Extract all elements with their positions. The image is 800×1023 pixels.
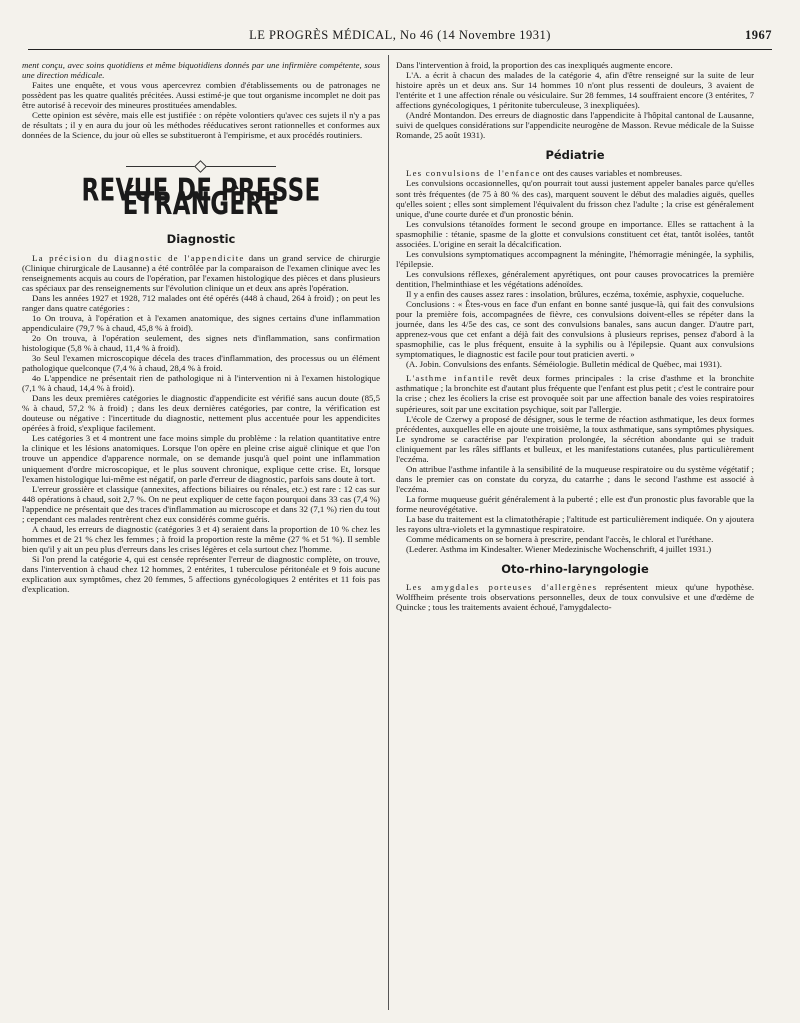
- article-paragraph: Les convulsions de l'enfance ont des causes variables et nombreuses.: [406, 168, 683, 179]
- article-paragraph: La base du traitement est la climatothérapie ; l'altitude est particulièrement indiquée. On y ajoutera les rayons ultra-violets et la gymnastique respiratoire.: [396, 514, 754, 535]
- article-paragraph: Les convulsions occasionnelles, qu'on pourrait tout aussi justement appeler banales parce qu'elles sont très fréquentes (de 75 à 80 % des cas), marquent souvent le début des maladies aiguës, quelles qu'elles soient ; elles sont simplement l'équivalent du frisson chez l'adulte ; la crise est généralement unique, d'une courte durée et d'un pronostic bénin.: [396, 178, 754, 219]
- article-paragraph: On attribue l'asthme infantile à la sensibilité de la muqueuse respiratoire ou du système végétatif ; dans le premier cas on constate du coryza, du catarrhe ; dans le second l'asthme est associé à l'eczéma.: [396, 463, 754, 494]
- article-paragraph: L'école de Czerwy a proposé de désigner, sous le terme de réaction asthmatique, les deux formes précédentes, auxquelles elle en ajoute une troisième, la toux asthmatique, sans symptômes physiques. Le syndrome se caractérise par l'expiration prolongée, la sécrétion abondante qui se traduit cliniquement par les râles sifflants et bulleux, et les manifestations cutanées, plus particulièrement l'eczéma.: [396, 413, 754, 464]
- journal-title: LE PROGRÈS MÉDICAL, No 46 (14 Novembre 1931): [249, 28, 551, 42]
- section-heading-pediatrie: Pédiatrie: [545, 148, 605, 163]
- left-column: [22, 60, 380, 594]
- right-column: [396, 60, 754, 612]
- citation: (A. Jobin. Convulsions des enfants. Séméiologie. Bulletin médical de Québec, mai 1931).: [406, 359, 722, 370]
- intro-paragraph: Cette opinion est sévère, mais elle est justifiée : on répète volontiers qu'avec ces sujets il n'y a pas de résultats ; il y en aura du jour où les méthodes rééducatives seront rationnelles et conformes aux données de la Science, du jour où elles se substitueront à l'empirisme, et aux procédés routiniers.: [22, 110, 380, 141]
- article-paragraph: L'erreur grossière et classique (annexites, affections biliaires ou rénales, etc.) est rare : 12 cas sur 448 opérations à chaud, soit 2,7 %. On ne peut expliquer de cette façon pourquoi dans 33 cas (7,4 %) l'appendice ne présentait que des traces d'inflammation au microscope et dans 32 (7,1 %) rien du tout ; cependant ces malades rentrèrent chez eux considérés comme guéris.: [22, 483, 380, 524]
- article-paragraph: Dans l'intervention à froid, la proportion des cas inexpliqués augmente encore.: [396, 60, 673, 70]
- article-paragraph: L'A. a écrit à chacun des malades de la catégorie 4, afin d'être renseigné sur la suite de leur histoire après un et deux ans. Sur 14 hommes 10 n'ont plus ressenti de douleurs, 3 avaient de l'entérite et 1 une affection rénale ou vésiculaire. Sur 28 femmes, 14 souffraient encore (3 entérites, 7 affections gynécologiques, 1 péritonite tuberculeuse, 3 inexpliquées).: [396, 70, 754, 111]
- intro-italic: ment conçu, avec soins quotidiens et même biquotidiens donnés par une infirmière compétente, sous une direction médicale.: [22, 60, 380, 81]
- article-paragraph: Conclusions : « Êtes-vous en face d'un enfant en bonne santé jusque-là, qui fait des convulsions pour la première fois, accompagnées de fièvre, ces convulsions doivent-elles se répéter dans la journée, dans les 4/5e des cas, ce sont des convulsions banales, sans aucun danger. D'autre part, apprenez-vous que cet enfant a déjà fait des convulsions à plusieurs reprises, pensez d'abord à la spasmophilie, cas le plus fréquent, ensuite à la syphilis ou à l'épilepsie. Quant aux convulsions symptomatiques, le diagnostic est facile pour tout praticien averti. »: [396, 299, 754, 360]
- article-paragraph: 1o On trouva, à l'opération et à l'examen anatomique, des signes certains d'une inflammation appendiculaire (79,7 % à chaud, 45,8 % à froid).: [22, 312, 380, 333]
- article-paragraph: A chaud, les erreurs de diagnostic (catégories 3 et 4) seraient dans la proportion de 10 % chez les hommes et de 21 % chez les femmes ; à froid la proportion reste la même (27 % et 51 %). Il semble bien qu'il y ait un peu plus d'erreurs dans les crises légères et cela surtout chez l'homme.: [22, 523, 380, 554]
- section-heading-diagnostic: Diagnostic: [166, 232, 236, 247]
- article-paragraph: 2o On trouva, à l'opération seulement, des signes nets d'inflammation, sans confirmation histologique (5,8 % à chaud, 11,4 % à froid).: [22, 332, 380, 353]
- article-paragraph: Les amygdales porteuses d'allergènes représentent mieux qu'une hypothèse. Wolffheim présente trois observations personnelles, deux de toux convulsive et une d'œdème de Quincke ; tous les traitements avaient échoué, l'amygdalecto-: [396, 582, 754, 613]
- citation: (Lederer. Asthma im Kindesalter. Wiener Medezinische Wochenschrift, 4 juillet 1931.): [406, 544, 712, 555]
- article-paragraph: 4o L'appendice ne présentait rien de pathologique ni à l'intervention ni à l'examen histologique (7,1 % à chaud, 14,4 % à froid).: [22, 373, 380, 394]
- article-paragraph: Les convulsions symptomatiques accompagnent la méningite, l'hémorragie méningée, la syphilis, l'épilepsie.: [396, 248, 754, 269]
- article-paragraph: Les convulsions tétanoïdes forment le second groupe en importance. Elles se rattachent à la spasmophilie : tétanie, spasme de la glotte et convulsions constituent cet état, tantôt isolées, tantôt associées. L'origine en serait la décalcification.: [396, 218, 754, 249]
- article-paragraph: Il y a enfin des causes assez rares : insolation, brûlures, eczéma, toxémie, asphyxie, coqueluche.: [406, 288, 745, 299]
- ornament-divider: [126, 162, 276, 170]
- article-paragraph: Comme médicaments on se bornera à prescrire, pendant l'accès, le chloral et l'uréthane.: [406, 534, 714, 545]
- citation: (André Montandon. Des erreurs de diagnostic dans l'appendicite à l'hôpital cantonal de Lausanne, suivi de quelques considérations sur l'appendicite neurogène de Masson. Revue médicale de la Suisse Romande, 25 août 1931).: [396, 110, 754, 141]
- article-paragraph: Dans les années 1927 et 1928, 712 malades ont été opérés (448 à chaud, 264 à froid) ; on peut les ranger dans quatre catégories :: [22, 292, 380, 313]
- article-paragraph: La précision du diagnostic de l'appendicite dans un grand service de chirurgie (Clinique chirurgicale de Lausanne) a été contrôlée par la comparaison de l'examen clinique avec les renseignements acquis au cours de l'opération, par l'examen histologique des pièces et dans plusieurs cas spéciaux par des renseignements sur l'évolution clinique un et deux ans après l'opération.: [22, 252, 380, 293]
- orl-lead: Les amygdales porteuses d'allergènes: [406, 582, 598, 593]
- main-heading: REVUE DE PRESSE ÉTRANGÈRE: [81, 174, 321, 223]
- header-rule: [28, 49, 772, 50]
- article-paragraph: Les catégories 3 et 4 montrent une face moins simple du problème : la relation quantitative entre la clinique et les lésions anatomiques. Lorsque l'on opère en pleine crise aiguë clinique et que l'on trouve un appendice d'apparence normale, on se demande jusqu'à quel point une inflammation uniquement d'ordre microscopique, et le plus souvent chronique, explique cette crise. Et, lorsque l'examen histologique lui-même est négatif, on parle d'erreur de diagnostic, parfois sans doute à tort.: [22, 433, 380, 484]
- article-paragraph: L'asthme infantile revêt deux formes principales : la crise d'asthme et la bronchite asthmatique ; la bronchite est d'autant plus fréquente que l'enfant est plus petit ; c'est le contraire pour la crise ; chez les écoliers la crise est provoquée soit par une affection banale des voies respiratoires supérieures, soit par une excitation psychique, soit par l'allergie.: [396, 373, 754, 414]
- article-paragraph: La forme muqueuse guérit généralement à la puberté ; elle est d'un pronostic plus favorable que la forme neurovégétative.: [396, 493, 754, 514]
- asthme-lead: L'asthme infantile: [406, 373, 495, 384]
- intro-paragraph: Faites une enquête, et vous vous apercevrez combien d'établissements ou de patronages ne possèdent pas les quatre qualités précitées. Aussi estimé-je que tout organisme incomplet ne doit pas être autorisé à recevoir des mineures prostituées amendables.: [22, 80, 380, 111]
- column-divider: [388, 55, 389, 1010]
- section-heading-orl: Oto-rhino-laryngologie: [501, 562, 649, 577]
- article-lead: La précision du diagnostic de l'appendicite: [32, 252, 245, 263]
- page-number: 1967: [745, 28, 772, 42]
- pediatrie-lead: Les convulsions de l'enfance: [406, 168, 541, 179]
- running-header: [28, 28, 772, 48]
- article-paragraph: Dans les deux premières catégories le diagnostic d'appendicite est vérifié sans aucun doute (85,5 % à chaud, 57,2 % à froid) ; dans les deux dernières catégories, par contre, la vérification est douteuse ou négative : l'incertitude du diagnostic, nettement plus accentuée pour les appendicites opérées à froid, s'explique facilement.: [22, 393, 380, 434]
- article-paragraph: Les convulsions réflexes, généralement apyrétiques, ont pour causes provocatrices la première dentition, l'helminthiase et les végétations adénoïdes.: [396, 268, 754, 289]
- article-paragraph: 3o Seul l'examen microscopique décela des traces d'inflammation, des processus ou un élément pathologique quelconque (7,4 % à chaud, 28,4 % à froid.: [22, 352, 380, 374]
- article-paragraph: Si l'on prend la catégorie 4, qui est censée représenter l'erreur de diagnostic complète, on trouve, dans l'intervention à chaud chez 12 hommes, 2 entérites, 1 tuberculose péritonéale et 9 fois aucune explication aux symptômes, chez 20 femmes, 5 affections gynécologiques 2 entérites et 11 fois pas d'explication.: [22, 553, 380, 595]
